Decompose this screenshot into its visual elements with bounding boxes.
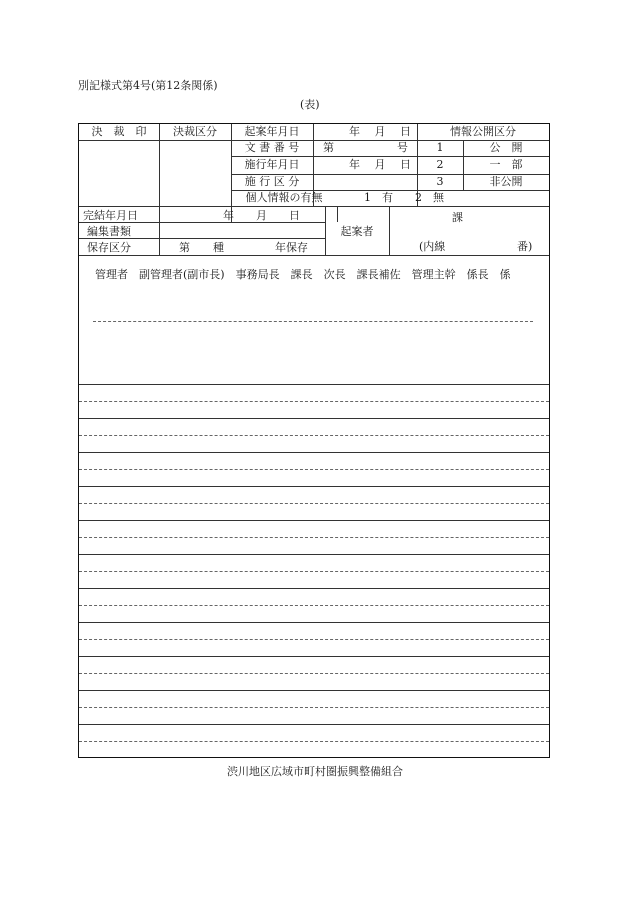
shiko-date-label: 施行年月日 — [244, 158, 300, 171]
disclosure-option-3-num: 3 — [436, 175, 444, 188]
side-label: (表) — [300, 98, 320, 111]
kanketsu-label: 完結年月日 — [83, 209, 138, 222]
ka-label: 課 — [452, 211, 463, 224]
disclosure-option-1-label: 公 開 — [489, 141, 523, 154]
hozon-nen: 年保存 — [275, 241, 308, 254]
form-title: 別記様式第4号(第12条関係) — [78, 79, 218, 92]
kessai-kubun-header: 決裁区分 — [173, 125, 217, 138]
bunsho-go: 号 — [397, 141, 408, 154]
disclosure-option-2-label: 一 部 — [489, 158, 523, 171]
info-disclosure-label: 情報公開区分 — [450, 125, 516, 138]
kanketsu-value[interactable]: 年 月 日 — [223, 209, 300, 222]
hozon-label: 保存区分 — [87, 241, 131, 254]
shiko-date-value[interactable]: 年 月 日 — [349, 158, 411, 171]
footer-organization: 渋川地区広域市町村圏振興整備組合 — [227, 765, 403, 778]
kessai-in-header: 決 裁 印 — [91, 125, 147, 138]
hozon-dai: 第 — [179, 241, 190, 254]
bunsho-bango-label: 文 書 番 号 — [244, 141, 300, 154]
personal-info-label: 個人情報の有無 — [245, 191, 323, 204]
disclosure-option-2-num: 2 — [436, 158, 444, 171]
kian-date-value[interactable]: 年 月 日 — [349, 125, 411, 138]
hozon-shu: 種 — [213, 241, 224, 254]
ban-label: 番) — [517, 240, 533, 253]
kian-date-label: 起案年月日 — [244, 125, 300, 138]
naisen-label: (内線 — [419, 240, 446, 253]
approver-titles: 管理者 副管理者(副市長) 事務局長 課長 次長 課長補佐 管理主幹 係長 係 — [95, 268, 511, 281]
approval-form — [78, 123, 550, 758]
shiko-kubun-label: 施 行 区 分 — [244, 175, 300, 188]
stamp-guideline — [93, 321, 533, 322]
personal-info-options[interactable]: 1 有 2 無 — [364, 191, 444, 204]
disclosure-option-3-label: 非公開 — [489, 175, 523, 188]
hensyu-label: 編集書類 — [87, 225, 131, 238]
kiansha-label: 起案者 — [340, 225, 374, 238]
disclosure-option-1-num: 1 — [436, 141, 444, 154]
bunsho-dai: 第 — [323, 141, 334, 154]
